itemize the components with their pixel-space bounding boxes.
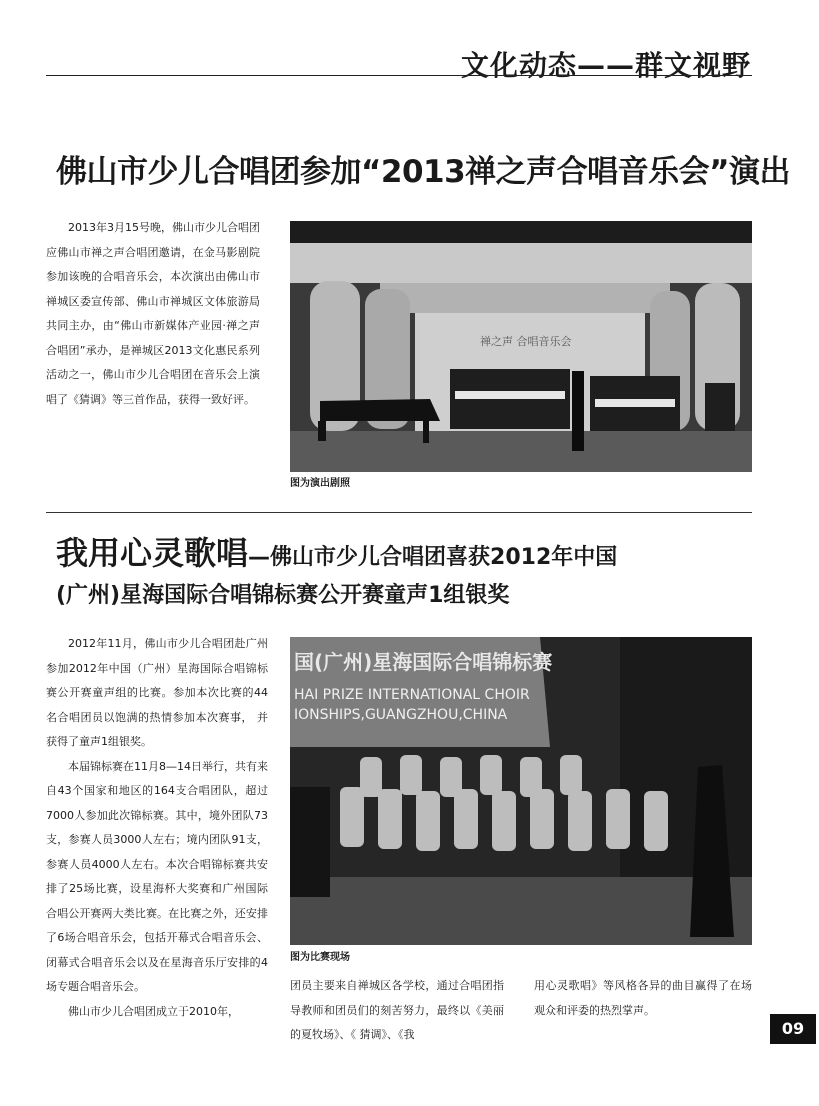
competition-photo [290,637,752,945]
article2-title-sub: —佛山市少儿合唱团喜获2012年中国 [248,545,618,570]
article2-paragraph: 佛山市少儿合唱团成立于2010年， [68,1004,239,1018]
photo1-caption: 图为演出剧照 [290,478,350,489]
competition-photo-image [290,637,752,945]
article2-title-line2: (广州)星海国际合唱锦标赛公开赛童声1组银奖 [56,583,510,608]
section-title: 文化动态——群文视野 [460,49,751,82]
article1-body [46,216,260,412]
competition-banner-line1: 国(广州)星海国际合唱锦标赛 [294,650,553,674]
concert-banner-text: 禅之声 合唱音乐会 [480,335,572,348]
article2-column-2 [290,974,504,1048]
performance-photo [290,221,752,472]
article1-paragraph: 2013年3月15号晚，佛山市少儿合唱团应佛山市禅之声合唱团邀请，在金马影剧院参加该晚的合唱音乐会，本次演出由佛山市禅城区委宣传部、佛山市禅城区文体旅游局共同主办，由“佛山市新媒体产业园·禅之声合唱团”承办，是禅城区2013文化惠民系列活动之一，佛山市少儿合唱团在音乐会上演唱了《猜调》等三首作品，获得一致好评。 [46,221,260,406]
article1-title: 佛山市少儿合唱团参加“2013禅之声合唱音乐会”演出 [56,154,791,190]
article2-paragraph: 用心灵歌唱》等风格各异的曲目赢得了在场观众和评委的热烈掌声。 [534,979,752,1017]
page-number: 09 [770,1014,816,1044]
competition-banner-line2: HAI PRIZE INTERNATIONAL CHOIR [294,687,530,703]
article2-column-3 [534,974,752,1023]
competition-banner-line3: IONSHIPS,GUANGZHOU,CHINA [294,707,508,723]
performance-photo-image [290,221,752,472]
photo2-caption: 图为比赛现场 [290,952,350,963]
article2-title [56,528,617,574]
article2-paragraph: 本届锦标赛在11月8—14日举行，共有来自43个国家和地区的164支合唱团队，超过7000人参加此次锦标赛。其中，境外团队73支，参赛人员3000人左右；境内团队91支，参赛人员4000人左右。本次合唱锦标赛共安排了25场比赛，设星海杯大奖赛和广州国际合唱公开赛两大类比赛。在比赛之外，还安排了6场合唱音乐会，包括开幕式合唱音乐会、闭幕式合唱音乐会以及在星海音乐厅安排的4场专题合唱音乐会。 [46,759,268,993]
article2-title-main: 我用心灵歌唱 [56,534,249,572]
section-divider [46,512,752,513]
article2-paragraph: 2012年11月，佛山市少儿合唱团赴广州参加2012年中国（广州）星海国际合唱锦标赛公开赛童声组的比赛。参加本次比赛的44名合唱团员以饱满的热情参加本次赛事， 并获得了童声1组银奖。 [46,637,268,748]
article2-column-1 [46,632,268,1024]
article2-paragraph: 团员主要来自禅城区各学校，通过合唱团指导教师和团员们的刻苦努力，最终以《美丽的夏牧场》、《 猜调》、《我 [290,979,504,1041]
header-rule [46,75,752,76]
